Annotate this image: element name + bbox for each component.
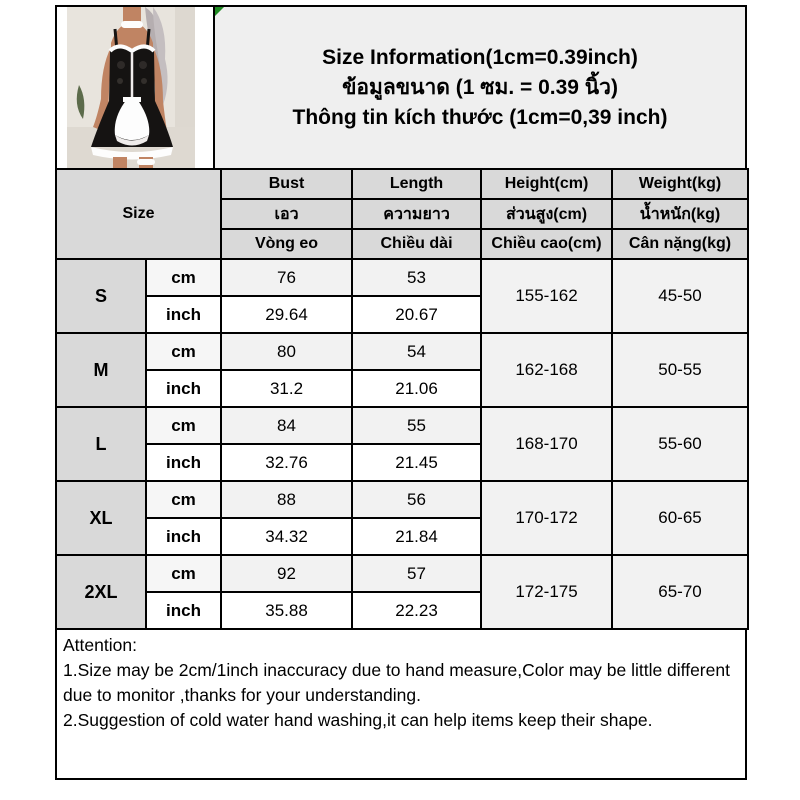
size-column-header: Size xyxy=(56,169,221,259)
cell-l-height: 168-170 xyxy=(481,407,612,481)
cell-2xl-bust-inch: 35.88 xyxy=(221,592,352,629)
row-s-cm xyxy=(56,259,748,296)
cell-l-bust-inch: 32.76 xyxy=(221,444,352,481)
cell-s-weight: 45-50 xyxy=(612,259,748,333)
attention-heading: Attention: xyxy=(63,635,137,655)
cell-xl-length-inch: 21.84 xyxy=(352,518,481,555)
row-m-cm xyxy=(56,333,748,370)
row-l-cm xyxy=(56,407,748,444)
header-length-vi: Chiều dài xyxy=(352,229,481,259)
header-weight-vi: Cân nặng(kg) xyxy=(612,229,748,259)
unit-inch-m: inch xyxy=(146,370,221,407)
cell-2xl-weight: 65-70 xyxy=(612,555,748,629)
cell-l-length-cm: 55 xyxy=(352,407,481,444)
cell-2xl-length-cm: 57 xyxy=(352,555,481,592)
title-vietnamese: Thông tin kích thước (1cm=0,39 inch) xyxy=(292,106,668,130)
header-weight-en: Weight(kg) xyxy=(612,169,748,199)
attention-line-1: 1.Size may be 2cm/1inch inaccuracy due to hand measure,Color may be little different due to monitor ,thanks for your understanding. xyxy=(63,659,730,705)
unit-cm-m: cm xyxy=(146,333,221,370)
cell-xl-height: 170-172 xyxy=(481,481,612,555)
cell-m-weight: 50-55 xyxy=(612,333,748,407)
header-weight-th: น้ำหนัก(kg) xyxy=(612,199,748,229)
product-photo xyxy=(57,7,215,168)
title-thai: ข้อมูลขนาด (1 ซม. = 0.39 นิ้ว) xyxy=(342,75,618,99)
cell-2xl-height: 172-175 xyxy=(481,555,612,629)
cell-l-weight: 55-60 xyxy=(612,407,748,481)
attention-note xyxy=(55,628,747,780)
cell-xl-bust-inch: 34.32 xyxy=(221,518,352,555)
cell-xl-weight: 60-65 xyxy=(612,481,748,555)
cell-xl-length-cm: 56 xyxy=(352,481,481,518)
cell-m-bust-inch: 31.2 xyxy=(221,370,352,407)
cell-2xl-bust-cm: 92 xyxy=(221,555,352,592)
unit-cm-s: cm xyxy=(146,259,221,296)
header-height-th: ส่วนสูง(cm) xyxy=(481,199,612,229)
cell-s-height: 155-162 xyxy=(481,259,612,333)
size-chart-sheet xyxy=(55,5,747,780)
header-length-th: ความยาว xyxy=(352,199,481,229)
header-height-en: Height(cm) xyxy=(481,169,612,199)
cell-l-bust-cm: 84 xyxy=(221,407,352,444)
size-label-s: S xyxy=(56,259,146,333)
row-xl-cm xyxy=(56,481,748,518)
title-english: Size Information(1cm=0.39inch) xyxy=(322,45,638,69)
attention-line-2: 2.Suggestion of cold water hand washing,it can help items keep their shape. xyxy=(63,709,653,730)
cell-m-length-inch: 21.06 xyxy=(352,370,481,407)
header-length-en: Length xyxy=(352,169,481,199)
size-info-title xyxy=(215,7,745,168)
unit-inch-l: inch xyxy=(146,444,221,481)
unit-cm-2xl: cm xyxy=(146,555,221,592)
size-label-l: L xyxy=(56,407,146,481)
green-corner-marker-icon xyxy=(215,7,224,16)
size-table xyxy=(55,168,749,630)
unit-inch-2xl: inch xyxy=(146,592,221,629)
row-2xl-cm xyxy=(56,555,748,592)
cell-s-bust-inch: 29.64 xyxy=(221,296,352,333)
header-bust-th: เอว xyxy=(221,199,352,229)
size-label-xl: XL xyxy=(56,481,146,555)
cell-m-bust-cm: 80 xyxy=(221,333,352,370)
unit-inch-s: inch xyxy=(146,296,221,333)
header-bust-vi: Vòng eo xyxy=(221,229,352,259)
header-row-en xyxy=(56,169,748,199)
size-label-2xl: 2XL xyxy=(56,555,146,629)
cell-s-length-inch: 20.67 xyxy=(352,296,481,333)
cell-l-length-inch: 21.45 xyxy=(352,444,481,481)
cell-m-length-cm: 54 xyxy=(352,333,481,370)
cell-m-height: 162-168 xyxy=(481,333,612,407)
cell-xl-bust-cm: 88 xyxy=(221,481,352,518)
unit-inch-xl: inch xyxy=(146,518,221,555)
unit-cm-l: cm xyxy=(146,407,221,444)
unit-cm-xl: cm xyxy=(146,481,221,518)
top-row xyxy=(55,5,747,170)
cell-s-bust-cm: 76 xyxy=(221,259,352,296)
header-bust-en: Bust xyxy=(221,169,352,199)
cell-s-length-cm: 53 xyxy=(352,259,481,296)
product-photo-cell xyxy=(57,7,215,168)
size-label-m: M xyxy=(56,333,146,407)
header-height-vi: Chiều cao(cm) xyxy=(481,229,612,259)
cell-2xl-length-inch: 22.23 xyxy=(352,592,481,629)
